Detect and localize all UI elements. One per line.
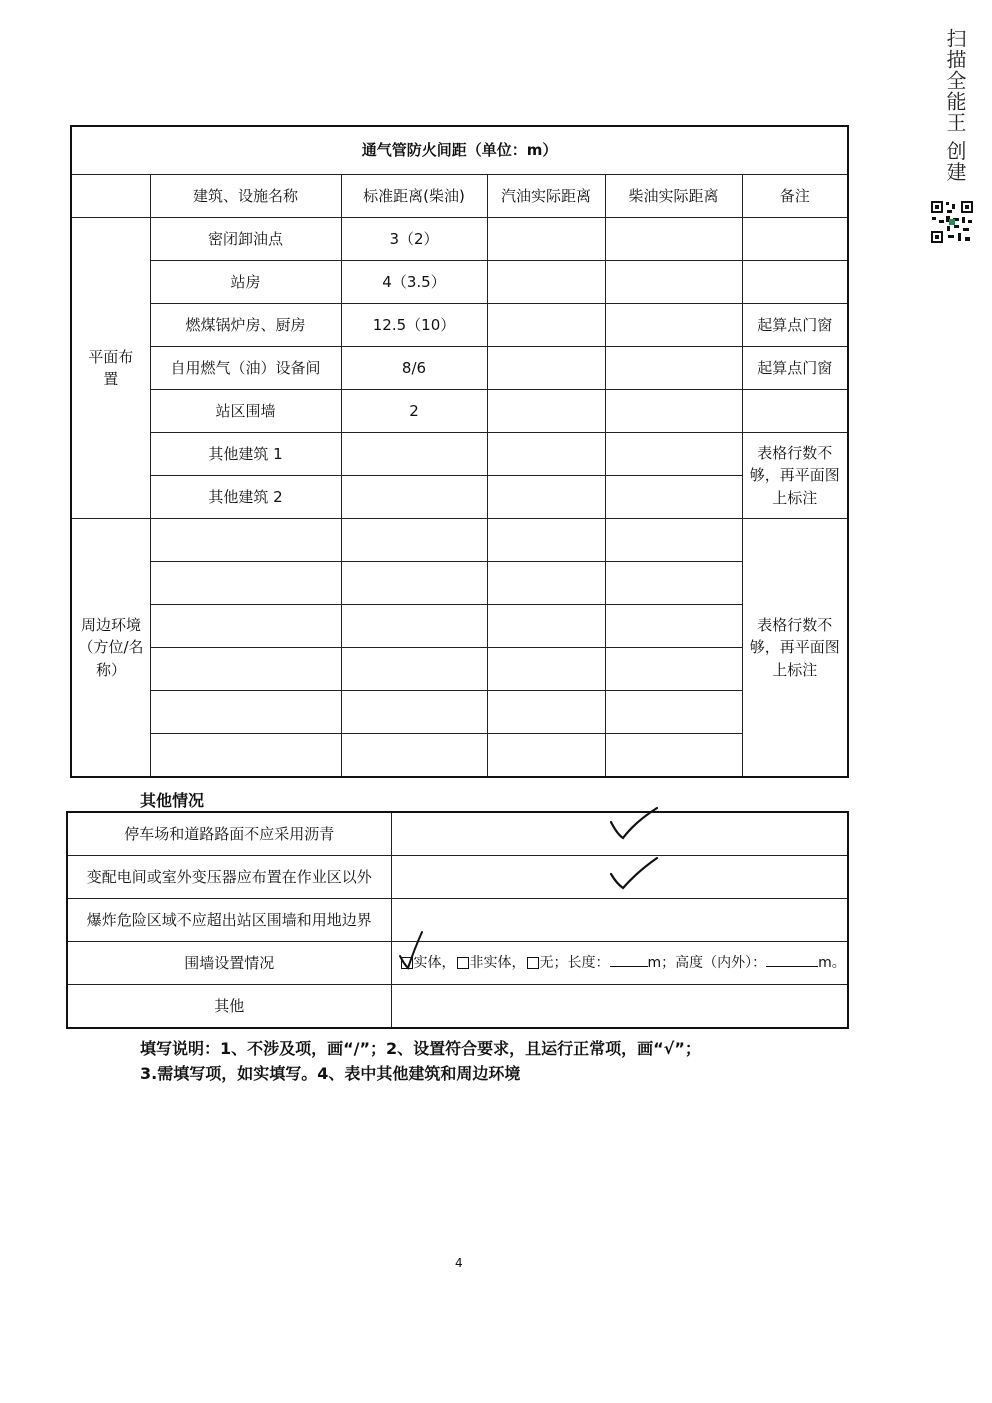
empty-cell[interactable] [150,691,341,734]
empty-cell[interactable] [150,734,341,778]
vent-pipe-fire-distance-table [70,125,849,778]
item-label: 其他 [67,985,391,1029]
section-surroundings: 周边环境（方位/名称） [71,519,150,778]
empty-cell[interactable] [150,519,341,562]
note-cell: 起算点门窗 [742,304,848,347]
other-situations-table [66,811,849,1029]
empty-cell[interactable] [150,648,341,691]
gasoline-distance-cell[interactable] [487,347,605,390]
diesel-distance-cell[interactable] [605,347,742,390]
instructions-line1: 填写说明：1、不涉及项，画“/”；2、设置符合要求，且运行正常项，画“√”； [140,1039,701,1058]
gasoline-distance-cell[interactable] [487,433,605,476]
facility-name: 燃煤锅炉房、厨房 [150,304,341,347]
gasoline-distance-cell[interactable] [487,304,605,347]
facility-name: 自用燃气（油）设备间 [150,347,341,390]
empty-cell[interactable] [341,648,487,691]
table-row [71,433,848,476]
table-row [71,691,848,734]
empty-cell[interactable] [341,734,487,778]
empty-cell[interactable] [150,605,341,648]
diesel-distance-cell[interactable] [605,476,742,519]
table-row [71,476,848,519]
checkbox-non-solid[interactable] [457,957,469,969]
standard-distance: 8/6 [341,347,487,390]
header-blank [71,175,150,218]
table-row [67,942,848,985]
table-row [67,985,848,1029]
empty-cell[interactable] [605,648,742,691]
item-label: 变配电间或室外变压器应布置在作业区以外 [67,856,391,899]
standard-distance [341,476,487,519]
header-note: 备注 [742,175,848,218]
facility-name: 密闭卸油点 [150,218,341,261]
note-cell [742,261,848,304]
empty-cell[interactable] [487,519,605,562]
item-label: 爆炸危险区域不应超出站区围墙和用地边界 [67,899,391,942]
facility-name: 站区围墙 [150,390,341,433]
header-gasoline: 汽油实际距离 [487,175,605,218]
length-field[interactable] [610,966,648,967]
diesel-distance-cell[interactable] [605,304,742,347]
empty-cell[interactable] [487,734,605,778]
item-label: 围墙设置情况 [67,942,391,985]
empty-cell[interactable] [605,562,742,605]
checkmark-icon [605,804,665,844]
table-row [71,605,848,648]
section-plane-layout: 平面布置 [71,218,150,519]
empty-cell[interactable] [487,691,605,734]
empty-cell[interactable] [605,734,742,778]
standard-distance [341,433,487,476]
note-cell: 起算点门窗 [742,347,848,390]
table-title: 通气管防火间距（单位：m） [71,126,848,175]
header-diesel: 柴油实际距离 [605,175,742,218]
empty-cell[interactable] [487,605,605,648]
gasoline-distance-cell[interactable] [487,261,605,304]
table-row [71,347,848,390]
fence-options: 实体， 非实体， 无；长度： m；高度（内外）： m。 [391,942,848,985]
standard-distance: 2 [341,390,487,433]
table-row [71,734,848,778]
check-cell[interactable] [391,899,848,942]
qr-code-icon [930,200,974,244]
empty-cell[interactable] [487,562,605,605]
note-merged-plane: 表格行数不够，再平面图上标注 [742,433,848,519]
empty-cell[interactable] [605,691,742,734]
table-row [71,304,848,347]
table-row [71,562,848,605]
page-number: 4 [455,1256,463,1270]
table-row [71,648,848,691]
facility-name: 站房 [150,261,341,304]
note-cell [742,390,848,433]
facility-name: 其他建筑 1 [150,433,341,476]
gasoline-distance-cell[interactable] [487,476,605,519]
table-row [71,218,848,261]
empty-cell[interactable] [605,605,742,648]
table-row [71,390,848,433]
standard-distance: 12.5（10） [341,304,487,347]
empty-cell[interactable] [150,562,341,605]
instructions-line2: 3.需填写项，如实填写。4、表中其他建筑和周边环境 [140,1064,521,1083]
scanner-watermark: 扫描全能王 创建 [943,28,967,183]
other-situations-title: 其他情况 [140,791,205,810]
checkmark-icon [396,930,430,972]
empty-cell[interactable] [605,519,742,562]
standard-distance: 4（3.5） [341,261,487,304]
empty-cell[interactable] [341,691,487,734]
header-standard: 标准距离(柴油) [341,175,487,218]
diesel-distance-cell[interactable] [605,390,742,433]
height-field[interactable] [766,966,818,967]
table-row [71,261,848,304]
note-cell [742,218,848,261]
empty-cell[interactable] [341,605,487,648]
facility-name: 其他建筑 2 [150,476,341,519]
diesel-distance-cell[interactable] [605,433,742,476]
note-merged-env: 表格行数不够，再平面图上标注 [742,519,848,778]
checkmark-icon [605,852,665,892]
table-row [67,856,848,899]
empty-cell[interactable] [341,519,487,562]
checkbox-none[interactable] [527,957,539,969]
gasoline-distance-cell[interactable] [487,390,605,433]
diesel-distance-cell[interactable] [605,218,742,261]
item-label: 停车场和道路路面不应采用沥青 [67,812,391,856]
standard-distance: 3（2） [341,218,487,261]
other-cell[interactable] [391,985,848,1029]
header-name: 建筑、设施名称 [150,175,341,218]
table-row [71,519,848,562]
gasoline-distance-cell[interactable] [487,218,605,261]
empty-cell[interactable] [341,562,487,605]
empty-cell[interactable] [487,648,605,691]
table-row [67,899,848,942]
table-row [67,812,848,856]
diesel-distance-cell[interactable] [605,261,742,304]
